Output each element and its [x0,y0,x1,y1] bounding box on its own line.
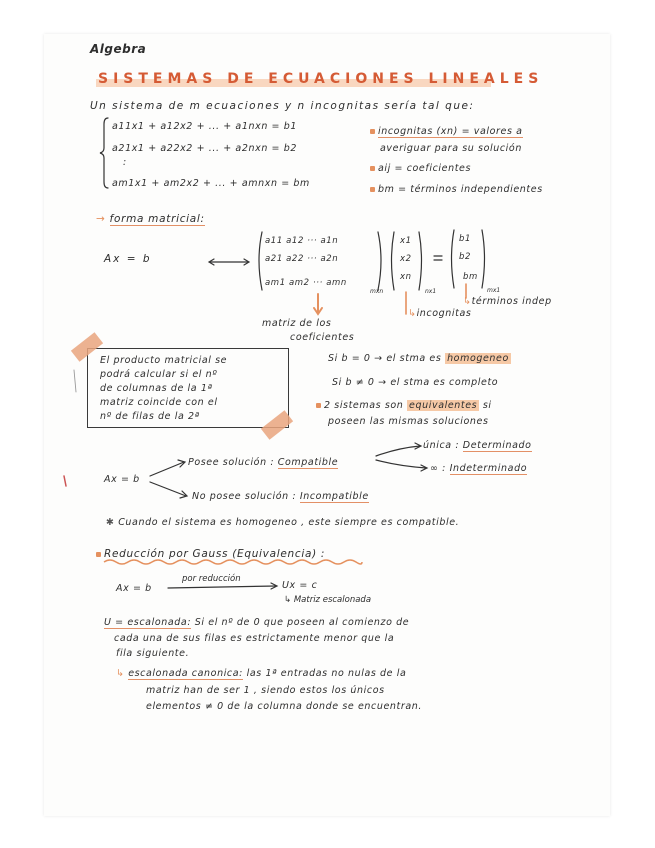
gauss-rhs: Ux = c [282,580,318,591]
gauss-rhs-sub: ↳ Matriz escalonada [284,595,372,605]
subject-label: Algebra [90,42,147,56]
class-infinito: ∞ : Indeterminado [430,463,528,474]
class-no-posee: No posee solución : Incompatible [192,491,369,502]
matrix-b-row1: b1 [459,234,472,244]
note-line4: matriz coincide con el [100,397,218,408]
canonica-definition: ↳ escalonada canonica: las 1ª entradas no nulas de la [116,668,407,679]
intro-text: Un sistema de m ecuaciones y n incognitas sería tal que: [90,100,475,112]
matrix-A-row1: a11 a12 ··· a1n [265,236,339,246]
matrix-x-row1: x1 [400,236,412,246]
gauss-heading: Reducción por Gauss (Equivalencia) : [96,548,325,560]
matrix-b-row3: bm [463,272,478,282]
class-root: Ax = b [104,474,140,485]
case-equivalentes: 2 sistemas son equivalentes si [316,400,492,411]
matrix-x-dim: nx1 [425,288,437,295]
matrix-b-dim: mx1 [487,287,501,294]
matrix-A-row2: a21 a22 ··· a2n [265,254,339,264]
note-line5: nº de filas de la 2ª [100,411,200,422]
case-equivalentes-cont: poseen las mismas soluciones [328,416,489,427]
bullet-icon [316,403,321,408]
gauss-arrow-label: por reducción [182,574,241,584]
canonica-definition-2: matriz han de ser 1 , siendo estos los únicos [146,685,385,696]
bullet-icon [370,129,375,134]
matrix-x-row3: xn [400,272,412,282]
def-terminos: bm = términos independientes [370,184,543,195]
label-matriz-coeficientes-1: matriz de los [262,318,332,329]
u-definition-3: fila siguiente. [116,648,190,659]
system-eq2: a21x1 + a22x2 + ... + a2nxn = b2 [112,143,298,154]
canonica-definition-3: elementos ≠ 0 de la columna donde se encuentran. [146,701,423,712]
def-incognitas-cont: averiguar para su solución [380,143,522,154]
note-line1: El producto matricial se [100,355,228,366]
system-eq3: am1x1 + am2x2 + ... + amnxn = bm [112,178,310,189]
label-matriz-coeficientes-2: coeficientes [290,332,355,343]
note-line3: de columnas de la 1ª [100,383,213,394]
bullet-icon [96,552,101,557]
case-completo: Si b ≠ 0 → el stma es completo [332,377,499,388]
u-definition: U = escalonada: Si el nº de 0 que poseen al comienzo de [104,617,410,628]
matrix-form-heading: → forma matricial: [96,213,205,225]
matrix-equation: Ax = b [104,253,152,265]
case-homogeneo: Si b = 0 → el stma es homogeneo [328,353,509,364]
matrix-A-dim: mxn [370,288,384,295]
class-unica: única : Determinado [423,440,532,451]
label-terminos-indep: ↳términos indep [463,296,552,307]
bullet-icon [370,166,375,171]
bullet-icon [370,187,375,192]
system-dots: : [123,157,127,168]
matrix-x-row2: x2 [400,254,412,264]
system-eq1: a11x1 + a12x2 + ... + a1nxn = b1 [112,121,298,132]
def-incognitas: incognitas (xn) = valores a [370,126,523,137]
note-line2: podrá calcular si el nº [100,369,218,380]
class-star-note: ✱ Cuando el sistema es homogeneo , este siempre es compatible. [106,517,460,528]
u-definition-2: cada una de sus filas es estrictamente menor que la [114,633,395,644]
page-title: SISTEMAS DE ECUACIONES LINEALES [98,71,544,87]
def-coeficientes: aij = coeficientes [370,163,471,174]
class-posee: Posee solución : Compatible [188,457,339,468]
matrix-A-row3: am1 am2 ··· amn [265,278,347,288]
gauss-lhs: Ax = b [116,583,152,594]
matrix-b-row2: b2 [459,252,472,262]
label-incognitas: ↳incognitas [408,308,472,319]
